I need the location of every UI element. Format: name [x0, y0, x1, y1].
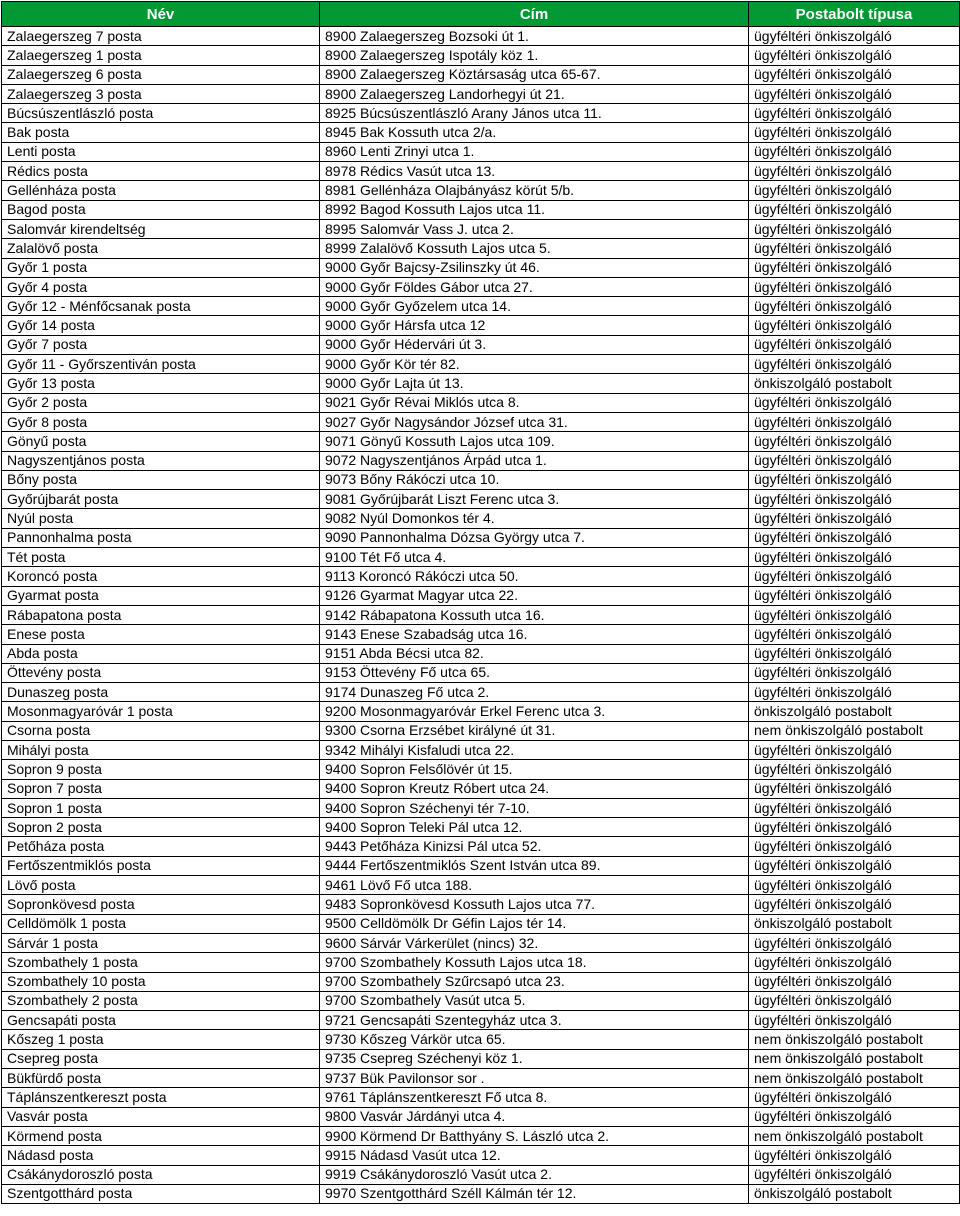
- cell-type: ügyféltéri önkiszolgáló: [749, 895, 960, 914]
- cell-name: Zalaegerszeg 7 posta: [2, 27, 320, 46]
- table-row: [2, 470, 960, 489]
- cell-name: Körmend posta: [2, 1126, 320, 1145]
- cell-name: Sopron 9 posta: [2, 760, 320, 779]
- cell-type: ügyféltéri önkiszolgáló: [749, 760, 960, 779]
- table-row: [2, 721, 960, 740]
- cell-name: Vasvár posta: [2, 1107, 320, 1126]
- cell-address: 8900 Zalaegerszeg Ispotály köz 1.: [320, 46, 749, 65]
- table-row: [2, 760, 960, 779]
- cell-type: ügyféltéri önkiszolgáló: [749, 432, 960, 451]
- cell-name: Gencsapáti posta: [2, 1011, 320, 1030]
- table-row: [2, 258, 960, 277]
- cell-address: 9600 Sárvár Várkerület (nincs) 32.: [320, 933, 749, 952]
- table-row: [2, 432, 960, 451]
- column-header-type: Postabolt típusa: [749, 2, 960, 27]
- cell-type: ügyféltéri önkiszolgáló: [749, 1107, 960, 1126]
- cell-name: Győr 13 posta: [2, 374, 320, 393]
- table-row: [2, 1030, 960, 1049]
- cell-address: 8900 Zalaegerszeg Bozsoki út 1.: [320, 27, 749, 46]
- table-row: [2, 740, 960, 759]
- cell-type: ügyféltéri önkiszolgáló: [749, 335, 960, 354]
- cell-type: ügyféltéri önkiszolgáló: [749, 856, 960, 875]
- cell-type: ügyféltéri önkiszolgáló: [749, 104, 960, 123]
- cell-name: Kőszeg 1 posta: [2, 1030, 320, 1049]
- cell-type: ügyféltéri önkiszolgáló: [749, 933, 960, 952]
- cell-name: Celldömölk 1 posta: [2, 914, 320, 933]
- cell-type: ügyféltéri önkiszolgáló: [749, 683, 960, 702]
- cell-name: Rábapatona posta: [2, 605, 320, 624]
- table-row: [2, 316, 960, 335]
- cell-name: Győr 12 - Ménfőcsanak posta: [2, 297, 320, 316]
- cell-type: ügyféltéri önkiszolgáló: [749, 548, 960, 567]
- cell-address: 9915 Nádasd Vasút utca 12.: [320, 1146, 749, 1165]
- cell-type: ügyféltéri önkiszolgáló: [749, 837, 960, 856]
- cell-type: ügyféltéri önkiszolgáló: [749, 779, 960, 798]
- cell-name: Rédics posta: [2, 162, 320, 181]
- cell-address: 9443 Petőháza Kinizsi Pál utca 52.: [320, 837, 749, 856]
- cell-address: 9082 Nyúl Domonkos tér 4.: [320, 509, 749, 528]
- table-row: [2, 1184, 960, 1203]
- cell-address: 9113 Koroncó Rákóczi utca 50.: [320, 567, 749, 586]
- cell-name: Győr 11 - Győrszentiván posta: [2, 355, 320, 374]
- post-office-table: [1, 1, 960, 1204]
- table-row: [2, 142, 960, 161]
- table-row: [2, 625, 960, 644]
- cell-address: 8925 Búcsúszentlászló Arany János utca 11.: [320, 104, 749, 123]
- cell-name: Dunaszeg posta: [2, 683, 320, 702]
- cell-address: 9735 Csepreg Széchenyi köz 1.: [320, 1049, 749, 1068]
- cell-name: Sopron 2 posta: [2, 818, 320, 837]
- cell-name: Gyarmat posta: [2, 586, 320, 605]
- table-row: [2, 1088, 960, 1107]
- cell-type: nem önkiszolgáló postabolt: [749, 1069, 960, 1088]
- table-row: [2, 509, 960, 528]
- cell-address: 9342 Mihályi Kisfaludi utca 22.: [320, 740, 749, 759]
- cell-name: Sárvár 1 posta: [2, 933, 320, 952]
- cell-name: Koroncó posta: [2, 567, 320, 586]
- cell-name: Nagyszentjános posta: [2, 451, 320, 470]
- cell-type: ügyféltéri önkiszolgáló: [749, 818, 960, 837]
- table-row: [2, 355, 960, 374]
- cell-name: Sopron 7 posta: [2, 779, 320, 798]
- cell-address: 9021 Győr Révai Miklós utca 8.: [320, 393, 749, 412]
- table-row: [2, 277, 960, 296]
- cell-name: Sopronkövesd posta: [2, 895, 320, 914]
- table-row: [2, 605, 960, 624]
- table-row: [2, 104, 960, 123]
- cell-type: ügyféltéri önkiszolgáló: [749, 740, 960, 759]
- cell-type: ügyféltéri önkiszolgáló: [749, 239, 960, 258]
- cell-type: ügyféltéri önkiszolgáló: [749, 277, 960, 296]
- cell-type: ügyféltéri önkiszolgáló: [749, 316, 960, 335]
- cell-name: Lenti posta: [2, 142, 320, 161]
- cell-address: 9090 Pannonhalma Dózsa György utca 7.: [320, 528, 749, 547]
- table-row: [2, 219, 960, 238]
- table-body: [2, 27, 960, 1204]
- cell-type: ügyféltéri önkiszolgáló: [749, 297, 960, 316]
- table-row: [2, 46, 960, 65]
- cell-type: ügyféltéri önkiszolgáló: [749, 490, 960, 509]
- cell-name: Gönyű posta: [2, 432, 320, 451]
- cell-address: 9700 Szombathely Vasút utca 5.: [320, 991, 749, 1010]
- table-row: [2, 1165, 960, 1184]
- cell-address: 9483 Sopronkövesd Kossuth Lajos utca 77.: [320, 895, 749, 914]
- cell-address: 9200 Mosonmagyaróvár Erkel Ferenc utca 3.: [320, 702, 749, 721]
- table-row: [2, 65, 960, 84]
- cell-name: Enese posta: [2, 625, 320, 644]
- cell-address: 9700 Szombathely Kossuth Lajos utca 18.: [320, 953, 749, 972]
- cell-name: Zalaegerszeg 6 posta: [2, 65, 320, 84]
- cell-address: 9970 Szentgotthárd Széll Kálmán tér 12.: [320, 1184, 749, 1203]
- cell-name: Mosonmagyaróvár 1 posta: [2, 702, 320, 721]
- table-row: [2, 914, 960, 933]
- cell-name: Táplánszentkereszt posta: [2, 1088, 320, 1107]
- cell-address: 9721 Gencsapáti Szentegyház utca 3.: [320, 1011, 749, 1030]
- table-row: [2, 798, 960, 817]
- cell-address: 9081 Győrújbarát Liszt Ferenc utca 3.: [320, 490, 749, 509]
- cell-type: önkiszolgáló postabolt: [749, 914, 960, 933]
- cell-name: Győr 8 posta: [2, 412, 320, 431]
- table-row: [2, 663, 960, 682]
- cell-name: Nyúl posta: [2, 509, 320, 528]
- cell-address: 9500 Celldömölk Dr Géfin Lajos tér 14.: [320, 914, 749, 933]
- cell-address: 9000 Győr Kör tér 82.: [320, 355, 749, 374]
- cell-type: ügyféltéri önkiszolgáló: [749, 200, 960, 219]
- cell-address: 9153 Öttevény Fő utca 65.: [320, 663, 749, 682]
- cell-address: 8992 Bagod Kossuth Lajos utca 11.: [320, 200, 749, 219]
- cell-name: Petőháza posta: [2, 837, 320, 856]
- cell-name: Gellénháza posta: [2, 181, 320, 200]
- cell-address: 9400 Sopron Széchenyi tér 7-10.: [320, 798, 749, 817]
- table-row: [2, 895, 960, 914]
- cell-address: 9000 Győr Hársfa utca 12: [320, 316, 749, 335]
- cell-type: ügyféltéri önkiszolgáló: [749, 412, 960, 431]
- cell-address: 9142 Rábapatona Kossuth utca 16.: [320, 605, 749, 624]
- table-row: [2, 412, 960, 431]
- cell-type: ügyféltéri önkiszolgáló: [749, 953, 960, 972]
- cell-address: 9100 Tét Fő utca 4.: [320, 548, 749, 567]
- cell-type: ügyféltéri önkiszolgáló: [749, 27, 960, 46]
- cell-address: 9073 Bőny Rákóczi utca 10.: [320, 470, 749, 489]
- column-header-name: Név: [2, 2, 320, 27]
- cell-type: ügyféltéri önkiszolgáló: [749, 46, 960, 65]
- cell-type: ügyféltéri önkiszolgáló: [749, 528, 960, 547]
- table-row: [2, 335, 960, 354]
- table-row: [2, 181, 960, 200]
- column-header-address: Cím: [320, 2, 749, 27]
- cell-type: nem önkiszolgáló postabolt: [749, 1126, 960, 1145]
- cell-type: ügyféltéri önkiszolgáló: [749, 258, 960, 277]
- cell-address: 9126 Gyarmat Magyar utca 22.: [320, 586, 749, 605]
- header-row: [2, 2, 960, 27]
- cell-type: ügyféltéri önkiszolgáló: [749, 644, 960, 663]
- cell-type: ügyféltéri önkiszolgáló: [749, 65, 960, 84]
- cell-address: 9761 Táplánszentkereszt Fő utca 8.: [320, 1088, 749, 1107]
- cell-address: 9300 Csorna Erzsébet királyné út 31.: [320, 721, 749, 740]
- cell-name: Szombathely 1 posta: [2, 953, 320, 972]
- cell-type: ügyféltéri önkiszolgáló: [749, 1146, 960, 1165]
- cell-address: 9071 Gönyű Kossuth Lajos utca 109.: [320, 432, 749, 451]
- cell-name: Fertőszentmiklós posta: [2, 856, 320, 875]
- cell-address: 8999 Zalalövő Kossuth Lajos utca 5.: [320, 239, 749, 258]
- table-row: [2, 972, 960, 991]
- cell-name: Bagod posta: [2, 200, 320, 219]
- table-row: [2, 933, 960, 952]
- table-row: [2, 953, 960, 972]
- cell-name: Pannonhalma posta: [2, 528, 320, 547]
- cell-name: Nádasd posta: [2, 1146, 320, 1165]
- cell-address: 9400 Sopron Teleki Pál utca 12.: [320, 818, 749, 837]
- cell-type: ügyféltéri önkiszolgáló: [749, 84, 960, 103]
- cell-address: 8960 Lenti Zrinyi utca 1.: [320, 142, 749, 161]
- cell-type: ügyféltéri önkiszolgáló: [749, 663, 960, 682]
- table-row: [2, 528, 960, 547]
- cell-type: ügyféltéri önkiszolgáló: [749, 219, 960, 238]
- cell-type: ügyféltéri önkiszolgáló: [749, 355, 960, 374]
- table-row: [2, 586, 960, 605]
- cell-name: Zalalövő posta: [2, 239, 320, 258]
- cell-type: ügyféltéri önkiszolgáló: [749, 181, 960, 200]
- cell-name: Mihályi posta: [2, 740, 320, 759]
- cell-type: nem önkiszolgáló postabolt: [749, 1049, 960, 1068]
- cell-type: ügyféltéri önkiszolgáló: [749, 876, 960, 895]
- cell-type: ügyféltéri önkiszolgáló: [749, 1088, 960, 1107]
- cell-address: 9174 Dunaszeg Fő utca 2.: [320, 683, 749, 702]
- cell-address: 8981 Gellénháza Olajbányász körút 5/b.: [320, 181, 749, 200]
- cell-name: Győr 14 posta: [2, 316, 320, 335]
- cell-name: Győr 2 posta: [2, 393, 320, 412]
- cell-type: ügyféltéri önkiszolgáló: [749, 972, 960, 991]
- table-row: [2, 374, 960, 393]
- table-row: [2, 837, 960, 856]
- table-row: [2, 567, 960, 586]
- cell-name: Győrújbarát posta: [2, 490, 320, 509]
- cell-name: Salomvár kirendeltség: [2, 219, 320, 238]
- table-row: [2, 27, 960, 46]
- cell-type: önkiszolgáló postabolt: [749, 702, 960, 721]
- cell-type: ügyféltéri önkiszolgáló: [749, 393, 960, 412]
- table-row: [2, 393, 960, 412]
- table-row: [2, 818, 960, 837]
- table-row: [2, 239, 960, 258]
- cell-type: önkiszolgáló postabolt: [749, 374, 960, 393]
- cell-type: nem önkiszolgáló postabolt: [749, 1030, 960, 1049]
- cell-address: 9151 Abda Bécsi utca 82.: [320, 644, 749, 663]
- cell-name: Bőny posta: [2, 470, 320, 489]
- cell-type: önkiszolgáló postabolt: [749, 1184, 960, 1203]
- table-row: [2, 451, 960, 470]
- cell-name: Győr 1 posta: [2, 258, 320, 277]
- cell-address: 9000 Győr Győzelem utca 14.: [320, 297, 749, 316]
- table-row: [2, 1049, 960, 1068]
- table-row: [2, 1126, 960, 1145]
- table-row: [2, 1011, 960, 1030]
- cell-name: Sopron 1 posta: [2, 798, 320, 817]
- cell-type: ügyféltéri önkiszolgáló: [749, 625, 960, 644]
- cell-address: 9737 Bük Pavilonsor sor .: [320, 1069, 749, 1088]
- table-row: [2, 548, 960, 567]
- cell-type: ügyféltéri önkiszolgáló: [749, 586, 960, 605]
- cell-type: ügyféltéri önkiszolgáló: [749, 567, 960, 586]
- table-row: [2, 856, 960, 875]
- table-row: [2, 1107, 960, 1126]
- table-row: [2, 991, 960, 1010]
- cell-name: Abda posta: [2, 644, 320, 663]
- cell-type: ügyféltéri önkiszolgáló: [749, 451, 960, 470]
- cell-type: ügyféltéri önkiszolgáló: [749, 162, 960, 181]
- cell-address: 9143 Enese Szabadság utca 16.: [320, 625, 749, 644]
- cell-name: Bak posta: [2, 123, 320, 142]
- cell-address: 9700 Szombathely Szűrcsapó utca 23.: [320, 972, 749, 991]
- table-row: [2, 876, 960, 895]
- cell-name: Búcsúszentlászló posta: [2, 104, 320, 123]
- cell-type: ügyféltéri önkiszolgáló: [749, 605, 960, 624]
- cell-address: 9072 Nagyszentjános Árpád utca 1.: [320, 451, 749, 470]
- cell-name: Csorna posta: [2, 721, 320, 740]
- cell-address: 9730 Kőszeg Várkör utca 65.: [320, 1030, 749, 1049]
- table-row: [2, 123, 960, 142]
- cell-type: ügyféltéri önkiszolgáló: [749, 123, 960, 142]
- table-row: [2, 200, 960, 219]
- cell-type: ügyféltéri önkiszolgáló: [749, 470, 960, 489]
- cell-name: Öttevény posta: [2, 663, 320, 682]
- cell-type: ügyféltéri önkiszolgáló: [749, 509, 960, 528]
- cell-name: Lövő posta: [2, 876, 320, 895]
- table-row: [2, 779, 960, 798]
- cell-name: Csepreg posta: [2, 1049, 320, 1068]
- cell-name: Szombathely 2 posta: [2, 991, 320, 1010]
- cell-address: 9400 Sopron Felsőlövér út 15.: [320, 760, 749, 779]
- cell-type: ügyféltéri önkiszolgáló: [749, 142, 960, 161]
- table-row: [2, 490, 960, 509]
- cell-type: ügyféltéri önkiszolgáló: [749, 991, 960, 1010]
- cell-address: 8995 Salomvár Vass J. utca 2.: [320, 219, 749, 238]
- table-row: [2, 644, 960, 663]
- cell-address: 9000 Győr Bajcsy-Zsilinszky út 46.: [320, 258, 749, 277]
- cell-address: 9000 Győr Földes Gábor utca 27.: [320, 277, 749, 296]
- table-row: [2, 702, 960, 721]
- cell-name: Győr 4 posta: [2, 277, 320, 296]
- cell-name: Győr 7 posta: [2, 335, 320, 354]
- cell-address: 9027 Győr Nagysándor József utca 31.: [320, 412, 749, 431]
- cell-address: 9900 Körmend Dr Batthyány S. László utca 2.: [320, 1126, 749, 1145]
- cell-name: Szombathely 10 posta: [2, 972, 320, 991]
- cell-address: 9444 Fertőszentmiklós Szent István utca 89.: [320, 856, 749, 875]
- cell-name: Zalaegerszeg 1 posta: [2, 46, 320, 65]
- cell-name: Tét posta: [2, 548, 320, 567]
- cell-name: Zalaegerszeg 3 posta: [2, 84, 320, 103]
- table-row: [2, 162, 960, 181]
- cell-type: ügyféltéri önkiszolgáló: [749, 798, 960, 817]
- table-row: [2, 297, 960, 316]
- cell-name: Szentgotthárd posta: [2, 1184, 320, 1203]
- cell-address: 9461 Lövő Fő utca 188.: [320, 876, 749, 895]
- table-row: [2, 84, 960, 103]
- cell-address: 9000 Győr Lajta út 13.: [320, 374, 749, 393]
- cell-address: 8978 Rédics Vasút utca 13.: [320, 162, 749, 181]
- cell-address: 8900 Zalaegerszeg Köztársaság utca 65-67.: [320, 65, 749, 84]
- cell-type: ügyféltéri önkiszolgáló: [749, 1011, 960, 1030]
- table-row: [2, 1146, 960, 1165]
- cell-type: nem önkiszolgáló postabolt: [749, 721, 960, 740]
- cell-type: ügyféltéri önkiszolgáló: [749, 1165, 960, 1184]
- cell-address: 9919 Csákánydoroszló Vasút utca 2.: [320, 1165, 749, 1184]
- table-row: [2, 1069, 960, 1088]
- cell-address: 9400 Sopron Kreutz Róbert utca 24.: [320, 779, 749, 798]
- table-row: [2, 683, 960, 702]
- cell-name: Bükfürdő posta: [2, 1069, 320, 1088]
- cell-address: 8900 Zalaegerszeg Landorhegyi út 21.: [320, 84, 749, 103]
- cell-address: 9800 Vasvár Járdányi utca 4.: [320, 1107, 749, 1126]
- cell-name: Csákánydoroszló posta: [2, 1165, 320, 1184]
- cell-address: 9000 Győr Hédervári út 3.: [320, 335, 749, 354]
- cell-address: 8945 Bak Kossuth utca 2/a.: [320, 123, 749, 142]
